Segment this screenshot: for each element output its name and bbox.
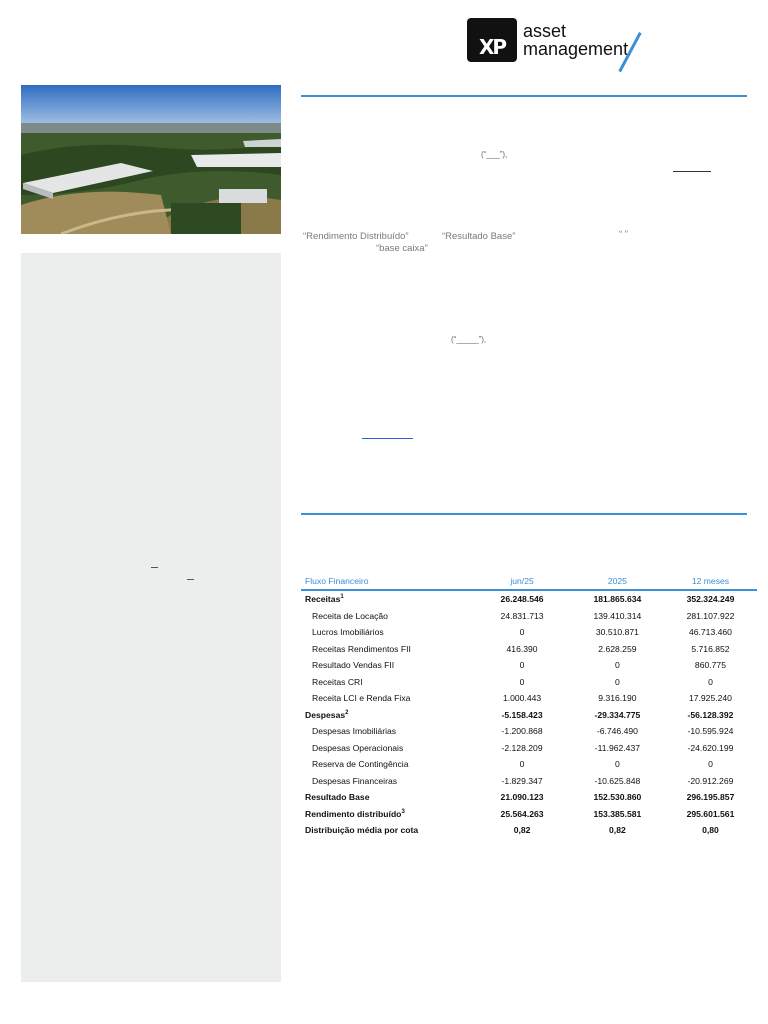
column-header: jun/25 [473, 572, 571, 590]
row-label [301, 740, 473, 757]
table-cell: -10.625.848 [594, 775, 641, 786]
financial-flow-table [301, 572, 757, 839]
table-cell: 17.925.240 [688, 693, 732, 704]
table-cell: -10.595.924 [687, 726, 734, 737]
xp-logo-mark: XP [467, 18, 517, 62]
table-row [301, 674, 757, 691]
table-row [301, 773, 757, 790]
table-cell: 0,82 [609, 825, 626, 836]
table-row [301, 707, 757, 724]
warehouse-aerial-photo [21, 85, 281, 234]
row-label-text: Lucros Imobiliários [312, 627, 384, 638]
table-cell: 0,82 [513, 825, 531, 836]
row-label-text: Rendimento distribuído [305, 808, 402, 819]
row-label [301, 789, 473, 806]
table-cell: 5.716.852 [691, 643, 730, 654]
row-label [301, 674, 473, 691]
row-label-text: Receita LCI e Renda Fixa [312, 693, 411, 704]
table-cell: 0 [519, 759, 525, 770]
table-cell: 46.713.460 [688, 627, 732, 638]
table-cell: 26.248.546 [500, 594, 544, 605]
column-header: Fluxo Financeiro [301, 572, 473, 590]
row-label [301, 756, 473, 773]
section-divider [301, 513, 747, 515]
row-label-text: Receitas Rendimentos FII [312, 643, 411, 654]
row-label-text: Despesas Imobiliárias [312, 726, 397, 737]
underline-mark [673, 171, 711, 172]
row-label [301, 608, 473, 625]
table-cell: -56.128.392 [687, 709, 734, 720]
table-row [301, 740, 757, 757]
term-resultado-base: “Resultado Base” [442, 231, 516, 242]
defined-term-tag: (“_____”), [451, 335, 487, 344]
table-cell: 0 [519, 676, 525, 687]
row-label [301, 657, 473, 674]
row-label [301, 690, 473, 707]
table-cell: -5.158.423 [501, 709, 543, 720]
row-label [301, 773, 473, 790]
row-label-text: Resultado Base [305, 792, 370, 803]
column-header: 2025 [571, 572, 664, 590]
table-cell: 30.510.871 [595, 627, 639, 638]
row-label-text: Receitas CRI [312, 676, 363, 687]
row-label-text: Despesas Financeiras [312, 775, 398, 786]
table-row [301, 608, 757, 625]
table-row [301, 624, 757, 641]
table-cell: 860.775 [694, 660, 726, 671]
table-cell: 416.390 [506, 643, 538, 654]
sidebar-dash [151, 567, 158, 568]
sidebar-dash [187, 579, 194, 580]
row-label [301, 822, 473, 839]
table-cell: -1.829.347 [501, 775, 543, 786]
table-row [301, 723, 757, 740]
row-label [301, 806, 473, 823]
table-cell: -24.620.199 [687, 742, 734, 753]
section-divider [301, 95, 747, 97]
row-label-text: Despesas Operacionais [312, 742, 404, 753]
table-cell: 295.601.561 [686, 808, 735, 819]
row-label [301, 707, 473, 724]
row-label-text: Despesas [305, 709, 346, 720]
table-cell: 0 [708, 759, 713, 770]
table-cell: 24.831.713 [500, 610, 544, 621]
table-cell: 25.564.263 [500, 808, 544, 819]
table-cell: -1.200.868 [501, 726, 543, 737]
table-row [301, 806, 757, 823]
table-row [301, 641, 757, 658]
table-cell: 0 [615, 676, 620, 687]
xp-asset-management-logo [467, 18, 667, 74]
defined-term-tag: (“___”), [481, 150, 508, 159]
table-cell: 21.090.123 [500, 792, 544, 803]
table-cell: -20.912.269 [687, 775, 734, 786]
row-label-text: Receita de Locação [312, 610, 388, 621]
row-label-text: Reserva de Contingência [312, 759, 409, 770]
table-row [301, 657, 757, 674]
table-cell: 296.195.857 [686, 792, 735, 803]
table-cell: 352.324.249 [686, 594, 735, 605]
footnote-marker: 1 [340, 594, 344, 601]
table-cell: 0 [519, 627, 525, 638]
term-base-caixa: “base caixa” [376, 243, 428, 254]
table-row [301, 756, 757, 773]
table-cell: 0 [708, 676, 713, 687]
row-label [301, 624, 473, 641]
table-cell: 0 [519, 660, 525, 671]
footnote-marker: 3 [401, 808, 405, 815]
sidebar-panel [21, 253, 281, 982]
table-cell: 139.410.314 [593, 610, 642, 621]
table-row [301, 690, 757, 707]
table-header-row [301, 572, 757, 590]
table-cell: 1.000.443 [502, 693, 542, 704]
table-cell: -6.746.490 [596, 726, 638, 737]
table-cell: 0,80 [702, 825, 719, 836]
row-label-text: Resultado Vendas FII [312, 660, 395, 671]
quote-marks: “ ” [619, 229, 628, 240]
table-cell: -2.128.209 [501, 742, 543, 753]
table-cell: 152.530.860 [593, 792, 642, 803]
hyperlink-underline[interactable] [362, 438, 413, 439]
table-cell: 181.865.634 [593, 594, 642, 605]
row-label [301, 590, 473, 608]
table-cell: -11.962.437 [594, 742, 641, 753]
row-label-text: Receitas [305, 594, 341, 605]
table-cell: 0 [615, 660, 620, 671]
table-row [301, 590, 757, 608]
table-cell: -29.334.775 [594, 709, 641, 720]
table-cell: 153.385.581 [593, 808, 642, 819]
table-cell: 2.628.259 [598, 643, 637, 654]
table-cell: 9.316.190 [598, 693, 637, 704]
logo-wordmark: asset management [523, 21, 629, 59]
table-cell: 0 [615, 759, 620, 770]
footnote-marker: 2 [345, 709, 349, 716]
table-row [301, 789, 757, 806]
row-label [301, 723, 473, 740]
row-label-text: Distribuição média por cota [305, 825, 419, 836]
column-header: 12 meses [664, 572, 757, 590]
table-row [301, 822, 757, 839]
term-rendimento-distribuido: “Rendimento Distribuído” [303, 231, 409, 242]
table-cell: 281.107.922 [686, 610, 735, 621]
row-label [301, 641, 473, 658]
